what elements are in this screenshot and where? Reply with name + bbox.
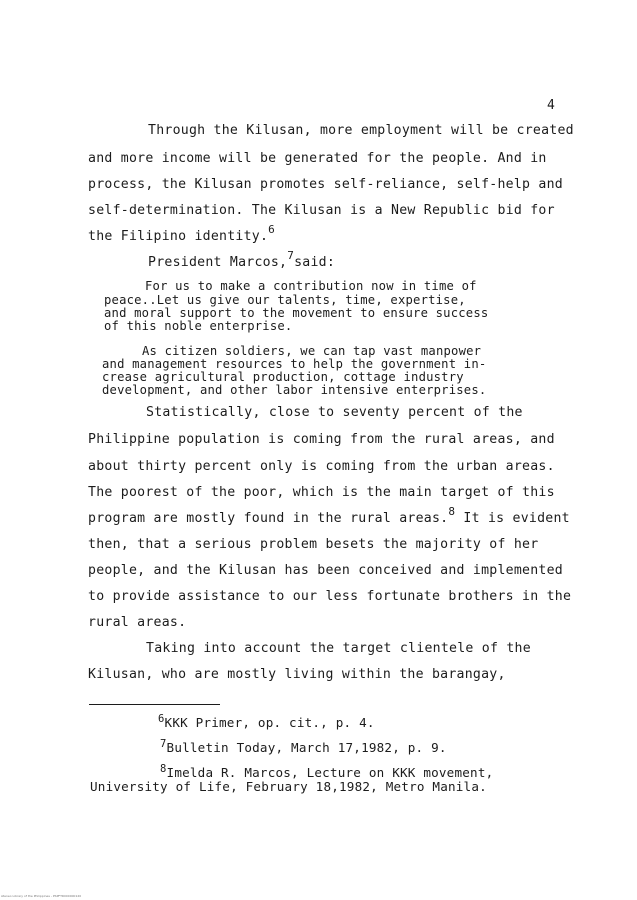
footnote-7	[160, 738, 447, 755]
body-line: Statistically, close to seventy percent of the	[146, 405, 523, 420]
body-line: Taking into account the target clientele of the	[146, 641, 531, 656]
footnote-text: Bulletin Today, March 17,1982, p. 9.	[166, 740, 447, 755]
body-line: and more income will be generated for the people. And in	[88, 151, 547, 166]
body-line	[88, 223, 276, 244]
quote-line: For us to make a contribution now in time of	[145, 279, 477, 293]
footnote-ref-8: 8	[448, 505, 456, 518]
body-line: to provide assistance to our less fortunate brothers in the	[88, 589, 572, 604]
quote-line: and management resources to help the government in-	[102, 357, 487, 371]
body-line-text: It is evident	[455, 511, 570, 526]
quote-line: crease agricultural production, cottage industry	[102, 370, 464, 384]
body-line: process, the Kilusan promotes self-reliance, self-help and	[88, 177, 563, 192]
body-line: rural areas.	[88, 615, 187, 630]
quote-line: and moral support to the movement to ensure success	[104, 306, 489, 320]
quote-intro	[148, 249, 336, 270]
body-line: The poorest of the poor, which is the main target of this	[88, 485, 555, 500]
page-number: 4	[547, 98, 555, 113]
body-line: then, that a serious problem besets the majority of her	[88, 537, 539, 552]
footnote-number: 7	[160, 738, 167, 750]
footnote-ref-7: 7	[287, 249, 295, 262]
body-line: self-determination. The Kilusan is a New Republic bid for	[88, 203, 555, 218]
footnote-8-continuation: University of Life, February 18,1982, Metro Manila.	[90, 779, 487, 794]
body-line: Kilusan, who are mostly living within the barangay,	[88, 667, 506, 682]
body-line: about thirty percent only is coming from the urban areas.	[88, 459, 555, 474]
quote-intro-text: President Marcos,	[148, 255, 288, 270]
quote-line: peace..Let us give our talents, time, expertise,	[104, 293, 466, 307]
body-line: people, and the Kilusan has been conceived and implemented	[88, 563, 563, 578]
body-line: Philippine population is coming from the rural areas, and	[88, 432, 555, 447]
footnote-8	[160, 763, 494, 780]
body-line-text: program are mostly found in the rural areas.	[88, 511, 449, 526]
footnote-divider	[89, 704, 220, 705]
quote-line: of this noble enterprise.	[104, 319, 293, 333]
footnote-6	[158, 713, 375, 730]
footnote-text: KKK Primer, op. cit., p. 4.	[164, 715, 375, 730]
footnote-ref-6: 6	[268, 223, 276, 236]
archive-footer: Ateneo Library of the Philippines - PSPFTR000000120	[1, 894, 82, 898]
quote-intro-said: said:	[294, 255, 336, 270]
body-line-text: the Filipino identity.	[88, 229, 269, 244]
footnote-number: 8	[160, 763, 167, 775]
footnote-text: Imelda R. Marcos, Lecture on KKK movement,	[166, 765, 494, 780]
footnote-number: 6	[158, 713, 165, 725]
quote-line: development, and other labor intensive enterprises.	[102, 383, 487, 397]
body-line: Through the Kilusan, more employment will be created	[148, 123, 574, 138]
body-line	[88, 505, 570, 526]
quote-line: As citizen soldiers, we can tap vast manpower	[142, 344, 482, 358]
